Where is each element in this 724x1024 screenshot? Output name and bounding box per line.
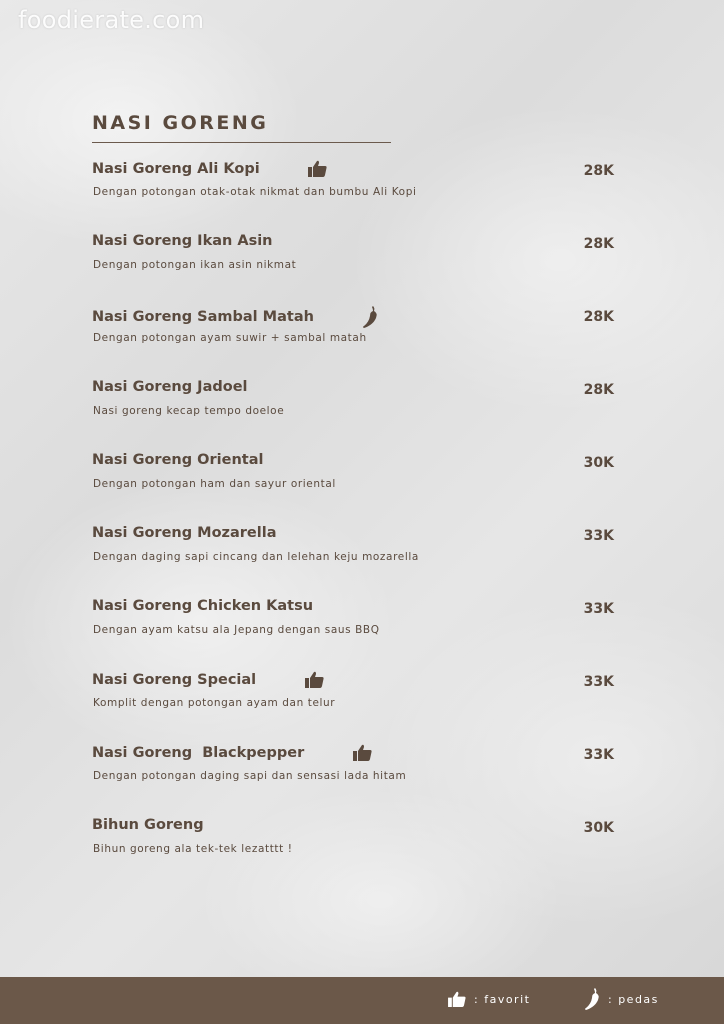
legend-pedas-label: : pedas bbox=[608, 992, 659, 1006]
item-price: 28K bbox=[583, 382, 614, 398]
item-name-row bbox=[92, 160, 327, 177]
legend-footer bbox=[0, 977, 724, 1024]
item-price: 28K bbox=[583, 236, 614, 252]
item-name: Nasi Goreng Sambal Matah bbox=[92, 309, 314, 325]
thumbs-up-icon bbox=[448, 991, 466, 1007]
item-description: Bihun goreng ala tek-tek lezatttt ! bbox=[93, 843, 293, 855]
item-name: Nasi Goreng Ali Kopi bbox=[92, 160, 260, 177]
item-name-row bbox=[92, 744, 372, 761]
item-description: Dengan potongan ayam suwir + sambal matah bbox=[93, 332, 367, 344]
legend-favorit-label: : favorit bbox=[474, 992, 531, 1006]
item-price: 33K bbox=[583, 747, 614, 763]
menu-item bbox=[92, 744, 622, 817]
chili-icon bbox=[584, 988, 600, 1010]
menu-item bbox=[92, 452, 622, 525]
menu-item bbox=[92, 598, 622, 671]
menu-item bbox=[92, 525, 622, 598]
item-description: Nasi goreng kecap tempo doeloe bbox=[93, 405, 285, 417]
item-name: Nasi Goreng Mozarella bbox=[92, 525, 277, 541]
item-description: Dengan potongan otak-otak nikmat dan bumbu Ali Kopi bbox=[93, 186, 417, 198]
item-price: 30K bbox=[583, 455, 614, 471]
thumbs-up-icon bbox=[312, 744, 371, 761]
chili-icon bbox=[322, 306, 378, 328]
menu-item bbox=[92, 306, 622, 379]
item-name-row bbox=[92, 598, 313, 614]
item-name-row bbox=[92, 817, 204, 833]
watermark: foodierate.com bbox=[18, 6, 205, 34]
item-price: 33K bbox=[583, 601, 614, 617]
menu-item bbox=[92, 671, 622, 744]
menu-list bbox=[92, 160, 622, 890]
thumbs-up-icon bbox=[268, 160, 327, 177]
item-name: Nasi Goreng Jadoel bbox=[92, 379, 248, 395]
item-description: Dengan daging sapi cincang dan lelehan keju mozarella bbox=[93, 551, 419, 563]
item-description: Dengan ayam katsu ala Jepang dengan saus BBQ bbox=[93, 624, 380, 636]
item-name: Nasi Goreng Chicken Katsu bbox=[92, 598, 314, 614]
menu-item bbox=[92, 160, 622, 233]
menu-item bbox=[92, 379, 622, 452]
legend-favorit bbox=[448, 991, 530, 1007]
item-price: 33K bbox=[583, 528, 614, 544]
thumbs-up-icon bbox=[264, 671, 323, 688]
item-name: Nasi Goreng Ikan Asin bbox=[92, 233, 273, 249]
item-description: Dengan potongan daging sapi dan sensasi lada hitam bbox=[93, 770, 407, 782]
item-name-row bbox=[92, 671, 324, 688]
item-name-row bbox=[92, 525, 277, 541]
item-name: Bihun Goreng bbox=[92, 817, 204, 833]
item-name: Nasi Goreng Oriental bbox=[92, 452, 264, 468]
item-name-row bbox=[92, 379, 248, 395]
item-description: Komplit dengan potongan ayam dan telur bbox=[93, 697, 336, 709]
legend-pedas bbox=[584, 988, 659, 1010]
item-name: Nasi Goreng Blackpepper bbox=[92, 744, 305, 761]
item-description: Dengan potongan ikan asin nikmat bbox=[93, 259, 297, 271]
item-price: 33K bbox=[583, 674, 614, 690]
menu-item bbox=[92, 233, 622, 306]
item-price: 28K bbox=[583, 309, 614, 325]
item-price: 30K bbox=[583, 820, 614, 836]
title-divider bbox=[92, 142, 391, 143]
menu-item bbox=[92, 817, 622, 890]
item-name-row bbox=[92, 306, 378, 328]
item-name-row bbox=[92, 233, 273, 249]
section-title: NASI GORENG bbox=[92, 112, 269, 134]
item-name: Nasi Goreng Special bbox=[92, 671, 257, 688]
item-description: Dengan potongan ham dan sayur oriental bbox=[93, 478, 336, 490]
item-price: 28K bbox=[583, 163, 614, 179]
item-name-row bbox=[92, 452, 263, 468]
